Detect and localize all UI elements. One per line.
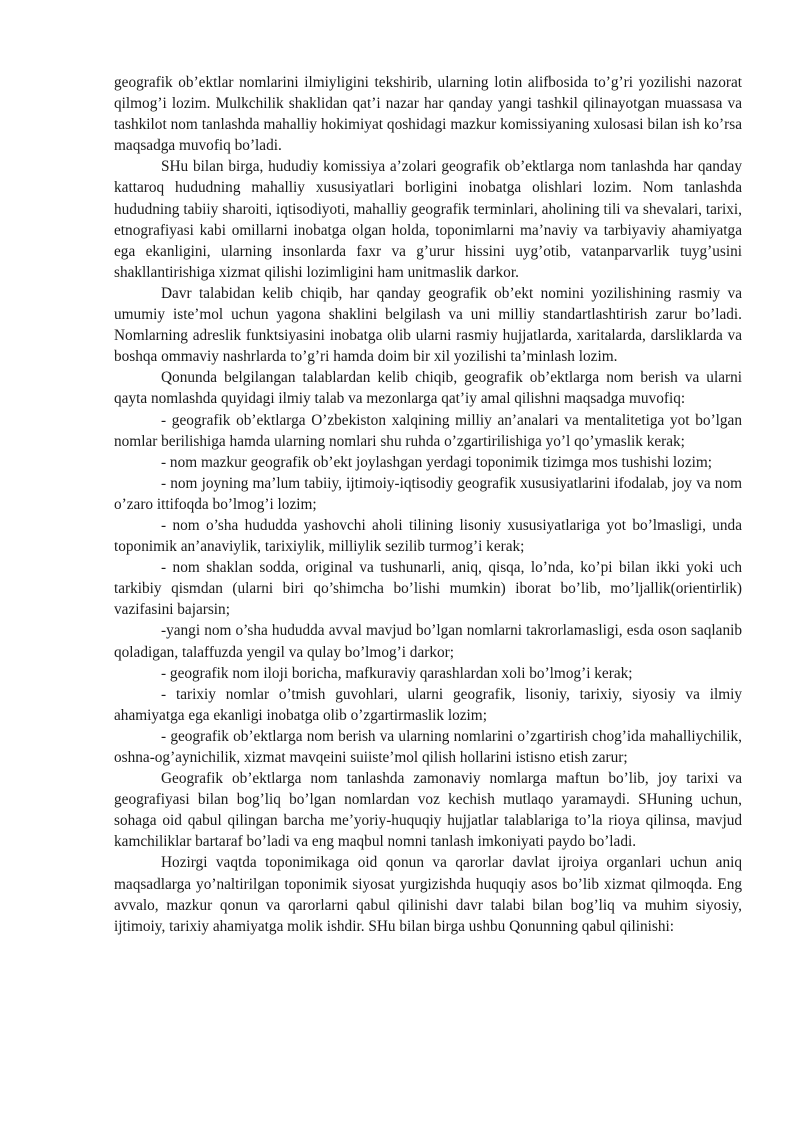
list-item-5: - nom shaklan sodda, original va tushunarli, aniq, qisqa, lo’nda, ko’pi bilan ikki yoki uch tarkibiy qismdan (ularni biri qo’shimcha bo’lishi mumkin) iborat bo’lib, mo’ljallik(orientirlik) vazifasini bajarsin;	[114, 559, 742, 619]
paragraph-6: Hozirgi vaqtda toponimikaga oid qonun va qarorlar davlat ijroiya organlari uchun aniq maqsadlarga yo’naltirilgan toponimik siyosat yurgizishda huquqiy asos bo’lib xizmat qilmoqda. Eng avvalo, mazkur qonun va qarorlarni qabul qilinishi davr talabi bilan bog’liq va muhim siyosiy, ijtimoiy, tarixiy ahamiyatga molik ishdir. SHu bilan birga ushbu Qonunning qabul qilinishi:	[114, 854, 742, 935]
list-item-6: -yangi nom o’sha hududda avval mavjud bo’lgan nomlarni takrorlamasligi, esda oson saqlanib qoladigan, talaffuzda yengil va qulay bo’lmog’i darkor;	[114, 622, 742, 661]
list-item-9: - geografik ob’ektlarga nom berish va ularning nomlarini o’zgartirish chog’ida mahalliychilik, oshna-og’aynichilik, xizmat mavqeini suiiste’mol qilish hollarini istisno etish zarur;	[114, 727, 742, 766]
paragraph-2: SHu bilan birga, hududiy komissiya a’zolari geografik ob’ektlarga nom tanlashda har qanday kattaroq hududning mahalliy xususiyatlari borligini inobatga olishlari lozim. Nom tanlashda hududning tabiiy sharoiti, iqtisodiyoti, mahalliy geografik terminlari, aholining tili va shevalari, tarixi, etnografiyasi kabi omillarni inobatga olgan holda, toponimlarni ma’naviy va tarbiyaviy ahamiyatga ega ekanligini, ularning insonlarda faxr va g’urur hissini uyg’otib, vatanparvarlik tuyg’usini shakllantirishiga xizmat qilishi lozimligini ham unitmaslik darkor.	[114, 158, 742, 281]
list-item-4: - nom o’sha hududda yashovchi aholi tilining lisoniy xususiyatlariga yot bo’lmasligi, unda toponimik an’anaviylik, tarixiylik, milliylik sezilib turmog’i kerak;	[114, 516, 742, 556]
paragraph-3: Davr talabidan kelib chiqib, har qanday geografik ob’ekt nomini yozilishining rasmiy va umumiy iste’mol uchun yagona shaklini belgilash va uni milliy standartlashtirish zarur bo’ladi. Nomlarning adreslik funktsiyasini inobatga olib ularni rasmiy hujjatlarda, xaritalarda, darsliklarda va boshqa ommaviy nashrlarda to’g’ri hamda doim bir xil yozilishi ta’minlash lozim.	[114, 284, 742, 366]
list-item-2: - nom mazkur geografik ob’ekt joylashgan yerdagi toponimik tizimga mos tushishi lozim;	[161, 453, 713, 471]
paragraph-1: geografik ob’ektlar nomlarini ilmiyligini tekshirib, ularning lotin alifbosida to’g’ri yozilishi nazorat qilmog’i lozim. Mulkchilik shaklidan qat’i nazar har qanday yangi tashkil qilinayotgan muassasa va tashkilot nom tanlashda mahalliy hokimiyat qoshidagi mazkur komissiyaning xulosasi bilan ish ko’rsa maqsadga muvofiq bo’ladi.	[114, 74, 742, 155]
list-item-8: - tarixiy nomlar o’tmish guvohlari, ularni geografik, lisoniy, tarixiy, siyosiy va ilmiy ahamiyatga ega ekanligi inobatga olib o’zgartirmaslik lozim;	[114, 685, 742, 724]
list-item-3: - nom joyning ma’lum tabiiy, ijtimoiy-iqtisodiy geografik xususiyatlarini ifodalab, joy va nom o’zaro ittifoqda bo’lmog’i lozim;	[114, 474, 742, 513]
paragraph-4: Qonunda belgilangan talablardan kelib chiqib, geografik ob’ektlarga nom berish va ularni qayta nomlashda quyidagi ilmiy talab va mezonlarga qat’iy amal qilishni maqsadga muvofiq:	[114, 369, 742, 408]
document-page	[114, 72, 742, 937]
list-item-1: - geografik ob’ektlarga O’zbekiston xalqining milliy an’analari va mentalitetiga yot bo’lgan nomlar berilishiga hamda ularning nomlari shu ruhda o’zgartirilishiga yo’l qo’ymaslik kerak;	[114, 411, 742, 450]
paragraph-5: Geografik ob’ektlarga nom tanlashda zamonaviy nomlarga maftun bo’lib, joy tarixi va geografiyasi bilan bog’liq bo’lgan nomlardan voz kechish mutlaqo yaramaydi. SHuning uchun, sohaga oid qabul qilingan barcha me’yoriy-huquqiy hujjatlar talablariga to’la rioya qilinsa, mavjud kamchiliklar bartaraf bo’ladi va eng maqbul nomni tanlash imkoniyati paydo bo’ladi.	[114, 770, 742, 851]
list-item-7: - geografik nom iloji boricha, mafkuraviy qarashlardan xoli bo’lmog’i kerak;	[161, 664, 633, 682]
